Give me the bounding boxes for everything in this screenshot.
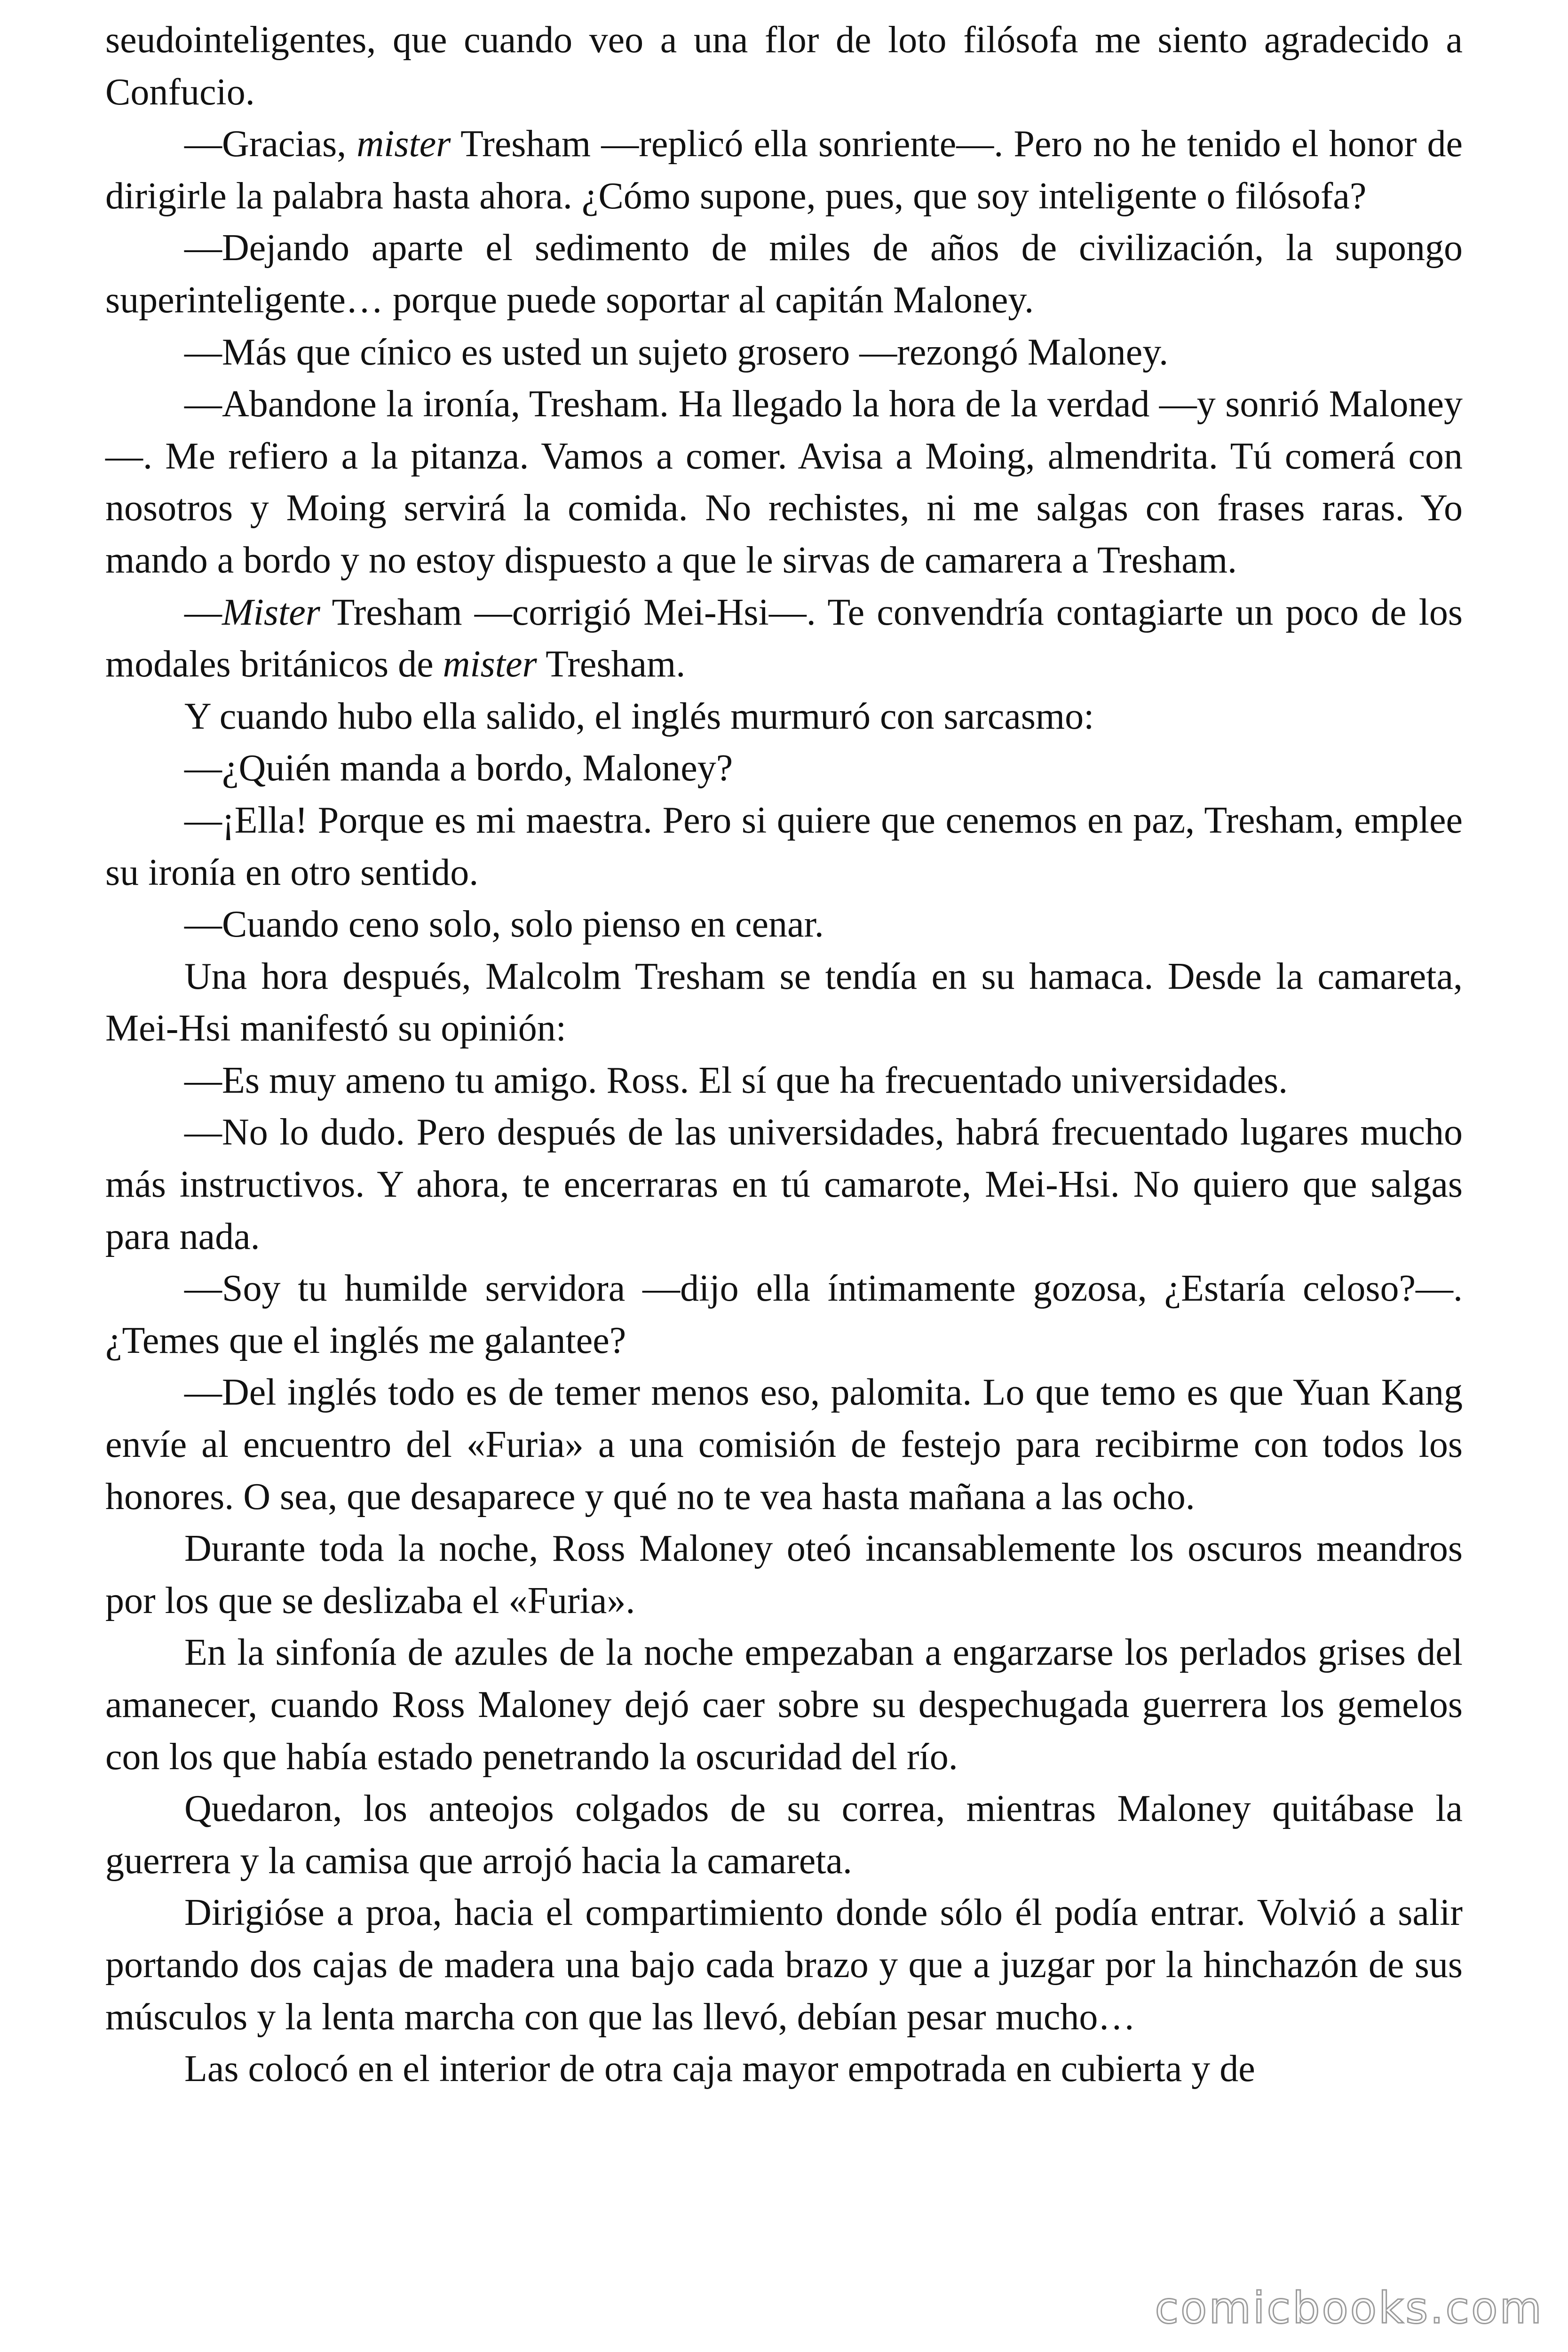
paragraph — [105, 14, 1463, 118]
paragraph — [105, 2043, 1463, 2095]
paragraph — [105, 1055, 1463, 1107]
paragraph — [105, 898, 1463, 951]
text-run: seudointeligentes, que cuando veo a una flor de loto filósofa me siento agradecido a Confucio. — [105, 19, 1463, 113]
paragraph — [105, 1367, 1463, 1523]
body-text — [105, 14, 1463, 2095]
text-run: —Más que cínico es usted un sujeto grosero —rezongó Maloney. — [184, 331, 1169, 373]
text-run: —¡Ella! Porque es mi maestra. Pero si quiere que cenemos en paz, Tresham, emplee su ironía en otro sentido. — [105, 799, 1463, 893]
text-run: En la sinfonía de azules de la noche empezaban a engarzarse los perlados grises del amanecer, cuando Ross Maloney dejó caer sobre su despechugada guerrera los gemelos con los que había estado penetrando la oscuridad del río. — [105, 1632, 1463, 1778]
paragraph — [105, 222, 1463, 326]
text-run: —Cuando ceno solo, solo pienso en cenar. — [184, 904, 824, 946]
paragraph — [105, 691, 1463, 743]
text-run: —Gracias, — [184, 123, 357, 165]
italic-text: Mister — [222, 591, 320, 633]
paragraph — [105, 1106, 1463, 1263]
paragraph — [105, 951, 1463, 1055]
text-run: —Del inglés todo es de temer menos eso, palomita. Lo que temo es que Yuan Kang envíe al encuentro del «Furia» a una comisión de festejo para recibirme con todos los honores. O sea, que desaparece y qué no te vea hasta mañana a las ocho. — [105, 1372, 1463, 1518]
text-run: —Dejando aparte el sedimento de miles de años de civilización, la supongo superinteligente… porque puede soportar al capitán Maloney. — [105, 227, 1463, 321]
watermark-logo: comicbooks.com — [1155, 2283, 1544, 2333]
text-run: Dirigióse a proa, hacia el compartimiento donde sólo él podía entrar. Volvió a salir portando dos cajas de madera una bajo cada brazo y que a juzgar por la hinchazón de sus músculos y la lenta marcha con que las llevó, debían pesar mucho… — [105, 1892, 1463, 2038]
paragraph — [105, 378, 1463, 586]
italic-text: mister — [443, 644, 537, 685]
paragraph — [105, 326, 1463, 379]
text-run: Quedaron, los anteojos colgados de su correa, mientras Maloney quitábase la guerrera y la camisa que arrojó hacia la camareta. — [105, 1788, 1463, 1882]
paragraph — [105, 118, 1463, 222]
text-run: Tresham —corrigió Mei-Hsi—. Te convendría contagiarte un poco de los modales británicos de — [105, 591, 1463, 685]
text-run: Tresham —replicó ella sonriente—. Pero no he tenido el honor de dirigirle la palabra hasta ahora. ¿Cómo supone, pues, que soy inteligente o filósofa? — [105, 123, 1463, 217]
paragraph — [105, 1887, 1463, 2043]
text-run: Tresham. — [537, 644, 686, 685]
text-run: — — [184, 591, 222, 633]
text-run: Las colocó en el interior de otra caja mayor empotrada en cubierta y de — [184, 2048, 1255, 2090]
paragraph — [105, 587, 1463, 691]
text-run: Durante toda la noche, Ross Maloney oteó incansablemente los oscuros meandros por los que se deslizaba el «Furia». — [105, 1528, 1463, 1621]
paragraph — [105, 795, 1463, 898]
paragraph — [105, 1627, 1463, 1783]
paragraph — [105, 742, 1463, 795]
paragraph — [105, 1783, 1463, 1887]
paragraph — [105, 1523, 1463, 1627]
paragraph — [105, 1263, 1463, 1367]
text-run: —Es muy ameno tu amigo. Ross. El sí que ha frecuentado universidades. — [184, 1059, 1288, 1101]
text-run: —Soy tu humilde servidora —dijo ella íntimamente gozosa, ¿Estaría celoso?—. ¿Temes que el inglés me galantee? — [105, 1268, 1463, 1361]
text-run: —Abandone la ironía, Tresham. Ha llegado la hora de la verdad —y sonrió Maloney—. Me refiero a la pitanza. Vamos a comer. Avisa a Moing, almendrita. Tú comerá con nosotros y Moing servirá la comida. No rechistes, ni me salgas con frases raras. Yo mando a bordo y no estoy dispuesto a que le sirvas de camarera a Tresham. — [105, 383, 1463, 581]
text-run: Una hora después, Malcolm Tresham se tendía en su hamaca. Desde la camareta, Mei-Hsi manifestó su opinión: — [105, 955, 1463, 1049]
text-run: Y cuando hubo ella salido, el inglés murmuró con sarcasmo: — [184, 695, 1094, 737]
italic-text: mister — [356, 123, 451, 165]
text-run: —¿Quién manda a bordo, Maloney? — [184, 747, 733, 789]
text-run: —No lo dudo. Pero después de las universidades, habrá frecuentado lugares mucho más instructivos. Y ahora, te encerraras en tú camarote, Mei-Hsi. No quiero que salgas para nada. — [105, 1112, 1463, 1257]
